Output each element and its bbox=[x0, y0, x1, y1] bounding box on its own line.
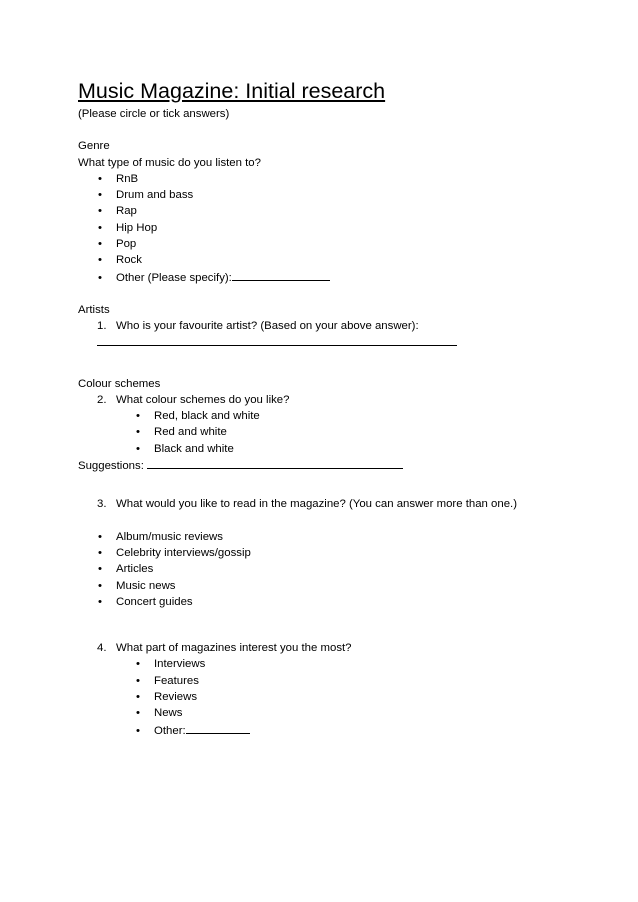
bullet-icon: • bbox=[98, 189, 102, 202]
genre-option[interactable]: • Rock bbox=[78, 252, 598, 268]
bullet-icon: • bbox=[136, 426, 140, 439]
genre-heading: Genre bbox=[78, 140, 110, 153]
bullet-icon: • bbox=[98, 172, 102, 185]
genre-option[interactable]: • Hip Hop bbox=[78, 220, 598, 236]
genre-question: What type of music do you listen to? bbox=[78, 156, 261, 169]
page-title: Music Magazine: Initial research bbox=[78, 79, 386, 103]
question-1: 1. Who is your favourite artist? (Based on your above answer): bbox=[97, 320, 419, 333]
read-option[interactable]: • Album/music reviews bbox=[78, 529, 598, 545]
bullet-icon: • bbox=[136, 410, 140, 423]
read-option[interactable]: • Music news bbox=[78, 578, 598, 594]
bullet-icon: • bbox=[98, 238, 102, 251]
suggestions-blank[interactable] bbox=[147, 457, 403, 469]
bullet-icon: • bbox=[136, 442, 140, 455]
question-4: 4. What part of magazines interest you the most? bbox=[97, 642, 352, 655]
interest-option[interactable]: • Reviews bbox=[78, 689, 598, 705]
read-option[interactable]: • Articles bbox=[78, 561, 598, 577]
colour-option[interactable]: • Red and white bbox=[78, 424, 598, 440]
bullet-icon: • bbox=[98, 254, 102, 267]
favourite-artist-blank[interactable] bbox=[97, 335, 457, 346]
genre-option[interactable]: • RnB bbox=[78, 171, 598, 187]
instructions: (Please circle or tick answers) bbox=[78, 108, 230, 120]
document bbox=[78, 78, 598, 739]
colour-option[interactable]: • Black and white bbox=[78, 441, 598, 457]
genre-option-other[interactable]: • Other (Please specify): bbox=[78, 269, 598, 286]
bullet-icon: • bbox=[136, 724, 140, 737]
bullet-icon: • bbox=[136, 658, 140, 671]
interest-option[interactable]: • Interviews bbox=[78, 656, 598, 672]
bullet-icon: • bbox=[98, 579, 102, 592]
genre-option[interactable]: • Pop bbox=[78, 236, 598, 252]
artists-heading: Artists bbox=[78, 303, 110, 316]
genre-option[interactable]: • Rap bbox=[78, 203, 598, 219]
bullet-icon: • bbox=[98, 221, 102, 234]
other-genre-blank[interactable] bbox=[232, 269, 330, 281]
question-2: 2. What colour schemes do you like? bbox=[97, 393, 290, 406]
bullet-icon: • bbox=[136, 691, 140, 704]
read-option[interactable]: • Celebrity interviews/gossip bbox=[78, 545, 598, 561]
colour-option[interactable]: • Red, black and white bbox=[78, 408, 598, 424]
other-interest-blank[interactable] bbox=[186, 722, 250, 734]
question-3: 3. What would you like to read in the magazine? (You can answer more than one.) bbox=[97, 498, 518, 511]
bullet-icon: • bbox=[98, 205, 102, 218]
interest-option-other[interactable]: • Other: bbox=[78, 722, 598, 739]
bullet-icon: • bbox=[98, 271, 102, 284]
genre-option[interactable]: • Drum and bass bbox=[78, 187, 598, 203]
interest-option[interactable]: • Features bbox=[78, 673, 598, 689]
bullet-icon: • bbox=[98, 563, 102, 576]
bullet-icon: • bbox=[136, 707, 140, 720]
interest-option[interactable]: • News bbox=[78, 705, 598, 721]
colour-heading: Colour schemes bbox=[78, 377, 161, 390]
bullet-icon: • bbox=[98, 595, 102, 608]
read-option[interactable]: • Concert guides bbox=[78, 594, 598, 610]
suggestions: Suggestions: bbox=[78, 457, 598, 474]
bullet-icon: • bbox=[98, 530, 102, 543]
bullet-icon: • bbox=[136, 674, 140, 687]
bullet-icon: • bbox=[98, 546, 102, 559]
